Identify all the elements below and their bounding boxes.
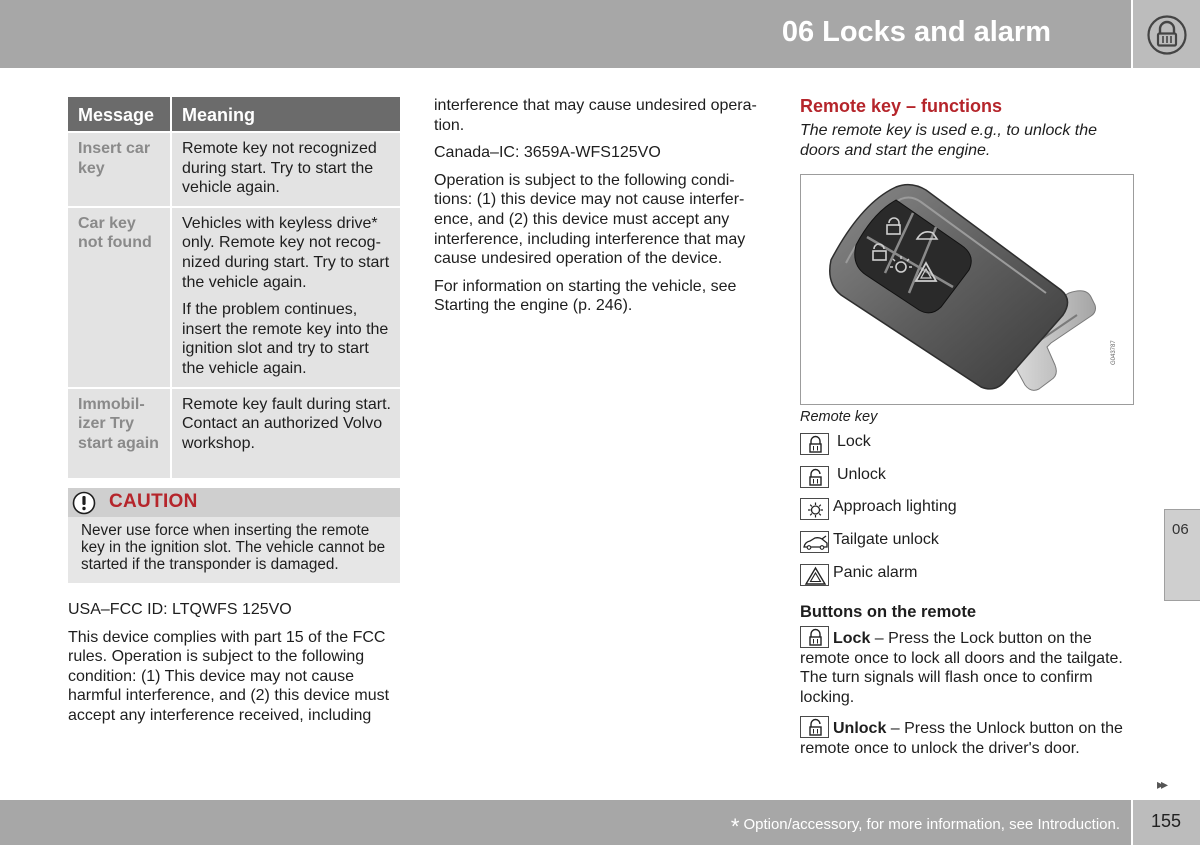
chapter-title: 06 Locks and alarm <box>781 16 1051 48</box>
lock-icon <box>800 433 829 455</box>
warning-triangle-icon <box>800 564 829 586</box>
table-cell-message: Car key not found <box>68 206 170 387</box>
double-arrow-right-icon[interactable]: ▸▸ <box>1157 776 1166 792</box>
chapter-side-tab-label: 06 <box>1172 521 1189 538</box>
legend-label: Unlock <box>837 466 886 483</box>
fcc-compliance-text: This device complies with part 15 of the FCC rules. Operation is subject to the following condition: (1) This device may not cause harmful interference, and (2) this device must accept any interference received, including <box>68 628 390 724</box>
lock-button-description <box>800 626 1135 707</box>
caution-title: CAUTION <box>109 491 198 512</box>
unlock-term: Unlock <box>833 720 887 737</box>
table-row <box>68 387 400 478</box>
section-intro: The remote key is used e.g., to unlock the doors and start the engine. <box>800 122 1098 159</box>
unlock-icon <box>800 466 829 488</box>
middle-column <box>434 96 769 316</box>
caution-header <box>68 488 400 517</box>
legend-label: Tailgate unlock <box>833 531 939 548</box>
legend-label: Approach lighting <box>833 498 957 515</box>
footer-note <box>731 814 1120 840</box>
figure-code: G043787 <box>1111 340 1117 365</box>
caution-text: Never use force when inserting the remote key in the ignition slot. The vehicle cannot be started if the transponder is damaged. <box>81 522 386 574</box>
starting-engine-reference: For information on starting the vehicle, see Starting the engine (p. 246). <box>434 277 737 315</box>
table-cell-message: Insert car key <box>68 131 170 206</box>
meaning-text: If the problem continues, insert the remote key into the ignition slot and try to start the vehicle again. <box>182 301 389 377</box>
asterisk: * <box>730 814 740 839</box>
footer-note-text: Option/accessory, for more information, see Introduction. <box>743 816 1120 833</box>
figure-caption: Remote key <box>800 409 878 425</box>
chapter-side-tab[interactable] <box>1164 509 1200 601</box>
table-cell-meaning <box>170 387 400 478</box>
lock-icon <box>800 626 829 648</box>
body-paragraph: Operation is subject to the following condi-tions: (1) this device may not cause interfer-ence, and (2) this device must accept any interference, including interference that may cause undesired operation of the device. <box>434 171 746 268</box>
legend-label: Lock <box>837 433 871 450</box>
meaning-text: Vehicles with keyless drive* only. Remote key not recog-nized during start. Try to start the vehicle again. <box>182 214 390 291</box>
page-footer <box>0 800 1131 845</box>
page-number: 155 <box>1151 811 1182 831</box>
unlock-button-description <box>800 716 1135 758</box>
page-number-box <box>1133 800 1200 845</box>
fcc-id: USA–FCC ID: LTQWFS 125VO <box>68 601 292 618</box>
chapter-icon-box <box>1133 0 1200 68</box>
approach-light-icon <box>800 498 829 520</box>
unlock-icon <box>800 716 829 738</box>
fcc-section <box>68 600 403 726</box>
table-header-meaning: Meaning <box>170 97 400 131</box>
table-row <box>68 131 400 206</box>
meaning-text: Remote key not recognized during start. Try to start the vehicle again. <box>182 140 377 197</box>
remote-key-image <box>801 175 1134 405</box>
lock-term: Lock <box>833 630 871 647</box>
lock-icon <box>1147 15 1187 55</box>
canada-ic: Canada–IC: 3659A-WFS125VO <box>434 144 661 162</box>
meaning-text: Remote key fault during start. Contact an authorized Volvo workshop. <box>182 395 391 452</box>
exclamation-icon <box>72 491 96 515</box>
table-cell-meaning <box>170 131 400 206</box>
table-row <box>68 206 400 387</box>
tailgate-icon <box>800 531 829 553</box>
body-paragraph: interference that may cause undesired opera-tion. <box>434 97 757 134</box>
unlock-description: – Press the Unlock button on the remote once to unlock the driver's door. <box>800 720 1123 757</box>
table-header-message: Message <box>68 97 170 131</box>
lock-description: – Press the Lock button on the remote once to lock all doors and the tailgate. The turn signals will flash once to confirm locking. <box>800 630 1123 706</box>
section-heading: Remote key – functions <box>800 96 1003 116</box>
caution-box <box>68 488 400 583</box>
remote-key-illustration <box>800 174 1134 405</box>
table-cell-message: Immobil-izer Try start again <box>68 387 170 478</box>
page-header <box>0 0 1131 68</box>
buttons-heading: Buttons on the remote <box>800 603 976 621</box>
legend-label: Panic alarm <box>833 564 918 581</box>
table-cell-meaning <box>170 206 400 387</box>
message-table <box>68 97 400 478</box>
